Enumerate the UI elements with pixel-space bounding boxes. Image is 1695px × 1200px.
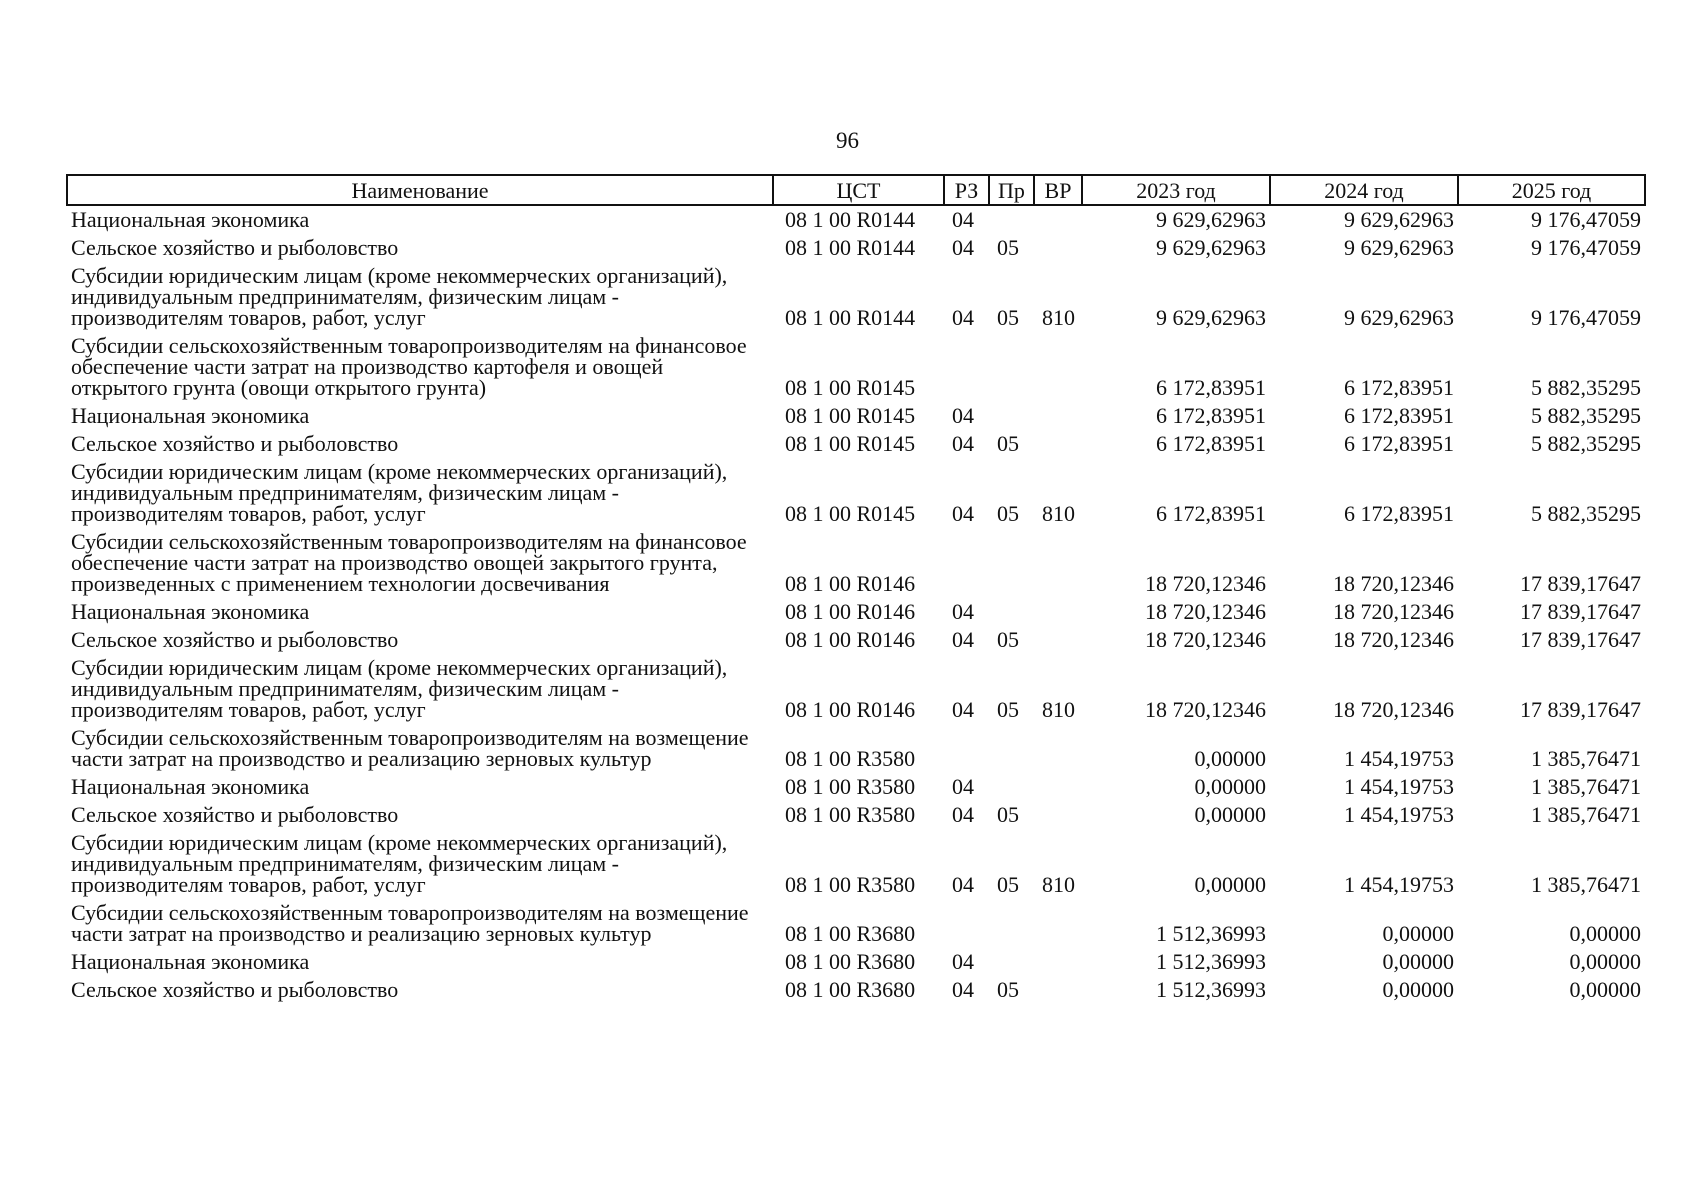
row-value-2023: 0,00000 [1194, 802, 1266, 827]
row-vr [1034, 598, 1082, 626]
row-value-2025: 1 385,76471 [1531, 774, 1641, 799]
row-value-2024: 9 629,62963 [1344, 235, 1454, 260]
row-rz: 04 [952, 627, 974, 652]
row-value-2024: 6 172,83951 [1344, 403, 1454, 428]
table-row [67, 626, 1645, 654]
header-2023: 2023 год [1082, 175, 1270, 205]
row-name: Национальная экономика [71, 774, 310, 799]
row-rz: 04 [952, 802, 974, 827]
row-value-2024: 18 720,12346 [1333, 571, 1454, 596]
row-rz: 04 [952, 207, 974, 232]
row-name: Сельское хозяйство и рыболовство [71, 977, 399, 1002]
row-name: Сельское хозяйство и рыболовство [71, 235, 399, 260]
row-name: Субсидии юридическим лицам (кроме некоммерческих организаций), индивидуальным предпринимателям, физическим лицам - производителям товаров, работ, услуг [71, 459, 728, 526]
row-pr: 05 [997, 627, 1019, 652]
row-pr [989, 205, 1034, 234]
row-pr [989, 724, 1034, 773]
row-value-2024: 18 720,12346 [1333, 627, 1454, 652]
row-rz: 04 [952, 235, 974, 260]
row-value-2025: 1 385,76471 [1531, 746, 1641, 771]
header-2025: 2025 год [1458, 175, 1645, 205]
row-value-2024: 1 454,19753 [1344, 774, 1454, 799]
row-cst: 08 1 00 R0145 [785, 403, 916, 428]
row-rz [944, 899, 989, 948]
row-value-2024: 6 172,83951 [1344, 501, 1454, 526]
row-rz: 04 [952, 774, 974, 799]
row-pr: 05 [997, 697, 1019, 722]
row-rz [944, 332, 989, 402]
row-rz: 04 [952, 501, 974, 526]
row-value-2025: 0,00000 [1569, 977, 1641, 1002]
row-vr [1034, 976, 1082, 1004]
header-name: Наименование [67, 175, 773, 205]
row-name: Субсидии юридическим лицам (кроме некоммерческих организаций), индивидуальным предпринимателям, физическим лицам - производителям товаров, работ, услуг [71, 655, 728, 722]
row-value-2025: 17 839,17647 [1520, 571, 1641, 596]
row-cst: 08 1 00 R0145 [785, 501, 916, 526]
header-2024: 2024 год [1270, 175, 1458, 205]
row-cst: 08 1 00 R0144 [785, 305, 916, 330]
table-row [67, 948, 1645, 976]
row-pr: 05 [997, 872, 1019, 897]
row-value-2023: 0,00000 [1194, 746, 1266, 771]
row-value-2024: 18 720,12346 [1333, 599, 1454, 624]
row-name: Субсидии сельскохозяйственным товаропроизводителям на финансовое обеспечение части затрат на производство картофеля и овощей открытого грунта (овощи открытого грунта) [71, 333, 747, 400]
row-cst: 08 1 00 R3680 [785, 921, 916, 946]
row-name: Сельское хозяйство и рыболовство [71, 627, 399, 652]
table-row [67, 976, 1645, 1004]
row-pr [989, 332, 1034, 402]
row-value-2024: 9 629,62963 [1344, 305, 1454, 330]
row-vr [1034, 528, 1082, 598]
row-name: Национальная экономика [71, 949, 310, 974]
table-row [67, 430, 1645, 458]
row-value-2023: 18 720,12346 [1145, 571, 1266, 596]
row-name: Субсидии сельскохозяйственным товаропроизводителям на возмещение части затрат на производство и реализацию зерновых культур [71, 725, 749, 771]
row-value-2025: 17 839,17647 [1520, 599, 1641, 624]
row-pr [989, 528, 1034, 598]
row-rz [944, 528, 989, 598]
row-vr [1034, 430, 1082, 458]
row-name: Субсидии сельскохозяйственным товаропроизводителям на финансовое обеспечение части затрат на производство овощей закрытого грунта, произведенных с применением технологии досвечивания [71, 529, 747, 596]
row-value-2025: 9 176,47059 [1531, 207, 1641, 232]
header-vr: ВР [1034, 175, 1082, 205]
row-rz: 04 [952, 599, 974, 624]
row-value-2024: 9 629,62963 [1344, 207, 1454, 232]
row-value-2024: 1 454,19753 [1344, 746, 1454, 771]
row-vr [1034, 773, 1082, 801]
row-value-2023: 6 172,83951 [1156, 403, 1266, 428]
row-value-2024: 0,00000 [1382, 977, 1454, 1002]
row-pr [989, 948, 1034, 976]
row-value-2023: 1 512,36993 [1156, 921, 1266, 946]
row-rz: 04 [952, 977, 974, 1002]
table-row [67, 528, 1645, 598]
row-value-2023: 0,00000 [1194, 774, 1266, 799]
row-rz: 04 [952, 403, 974, 428]
row-cst: 08 1 00 R3580 [785, 802, 916, 827]
row-value-2025: 17 839,17647 [1520, 697, 1641, 722]
row-value-2025: 5 882,35295 [1531, 431, 1641, 456]
row-cst: 08 1 00 R3680 [785, 977, 916, 1002]
row-value-2024: 1 454,19753 [1344, 802, 1454, 827]
row-pr [989, 598, 1034, 626]
table-row [67, 654, 1645, 724]
table-row [67, 402, 1645, 430]
row-vr: 810 [1042, 872, 1075, 897]
table-row [67, 598, 1645, 626]
row-value-2023: 6 172,83951 [1156, 375, 1266, 400]
row-value-2023: 18 720,12346 [1145, 627, 1266, 652]
table-row [67, 234, 1645, 262]
row-value-2023: 6 172,83951 [1156, 431, 1266, 456]
header-cst: ЦСТ [773, 175, 944, 205]
row-value-2024: 6 172,83951 [1344, 375, 1454, 400]
table-row [67, 262, 1645, 332]
row-value-2023: 0,00000 [1194, 872, 1266, 897]
row-vr: 810 [1042, 305, 1075, 330]
row-name: Национальная экономика [71, 207, 310, 232]
row-value-2025: 1 385,76471 [1531, 802, 1641, 827]
table-row [67, 773, 1645, 801]
row-cst: 08 1 00 R0144 [785, 235, 916, 260]
row-value-2023: 18 720,12346 [1145, 599, 1266, 624]
row-pr [989, 773, 1034, 801]
row-vr [1034, 402, 1082, 430]
row-vr [1034, 899, 1082, 948]
row-cst: 08 1 00 R3580 [785, 774, 916, 799]
table-row [67, 332, 1645, 402]
row-value-2025: 5 882,35295 [1531, 375, 1641, 400]
row-value-2025: 9 176,47059 [1531, 305, 1641, 330]
row-value-2024: 0,00000 [1382, 949, 1454, 974]
row-vr: 810 [1042, 697, 1075, 722]
row-vr [1034, 801, 1082, 829]
row-vr: 810 [1042, 501, 1075, 526]
row-vr [1034, 948, 1082, 976]
row-pr: 05 [997, 431, 1019, 456]
row-value-2023: 9 629,62963 [1156, 235, 1266, 260]
budget-table [66, 174, 1646, 1004]
row-pr: 05 [997, 305, 1019, 330]
row-cst: 08 1 00 R0145 [785, 431, 916, 456]
row-name: Субсидии юридическим лицам (кроме некоммерческих организаций), индивидуальным предпринимателям, физическим лицам - производителям товаров, работ, услуг [71, 263, 728, 330]
table-body [67, 205, 1645, 1004]
row-value-2025: 5 882,35295 [1531, 403, 1641, 428]
row-pr: 05 [997, 501, 1019, 526]
row-cst: 08 1 00 R0144 [785, 207, 916, 232]
table-header-row [67, 175, 1645, 205]
header-rz: РЗ [944, 175, 989, 205]
table-row [67, 205, 1645, 234]
row-name: Национальная экономика [71, 599, 310, 624]
row-value-2023: 9 629,62963 [1156, 305, 1266, 330]
row-name: Национальная экономика [71, 403, 310, 428]
row-cst: 08 1 00 R0145 [785, 375, 916, 400]
row-value-2024: 1 454,19753 [1344, 872, 1454, 897]
row-value-2023: 18 720,12346 [1145, 697, 1266, 722]
row-name: Сельское хозяйство и рыболовство [71, 802, 399, 827]
row-cst: 08 1 00 R0146 [785, 599, 916, 624]
row-value-2025: 0,00000 [1569, 921, 1641, 946]
row-vr [1034, 626, 1082, 654]
row-cst: 08 1 00 R3680 [785, 949, 916, 974]
row-value-2023: 1 512,36993 [1156, 977, 1266, 1002]
row-rz: 04 [952, 949, 974, 974]
row-value-2023: 1 512,36993 [1156, 949, 1266, 974]
row-rz: 04 [952, 697, 974, 722]
row-pr: 05 [997, 977, 1019, 1002]
row-cst: 08 1 00 R0146 [785, 571, 916, 596]
row-value-2025: 9 176,47059 [1531, 235, 1641, 260]
table-row [67, 458, 1645, 528]
table-row [67, 801, 1645, 829]
row-pr [989, 402, 1034, 430]
row-vr [1034, 724, 1082, 773]
row-vr [1034, 205, 1082, 234]
row-value-2025: 17 839,17647 [1520, 627, 1641, 652]
row-value-2025: 1 385,76471 [1531, 872, 1641, 897]
row-vr [1034, 234, 1082, 262]
page-number: 96 [836, 128, 859, 153]
table-row [67, 724, 1645, 773]
table-row [67, 899, 1645, 948]
row-rz: 04 [952, 431, 974, 456]
row-value-2024: 18 720,12346 [1333, 697, 1454, 722]
row-rz [944, 724, 989, 773]
row-name: Субсидии сельскохозяйственным товаропроизводителям на возмещение части затрат на производство и реализацию зерновых культур [71, 900, 749, 946]
table-row [67, 829, 1645, 899]
row-cst: 08 1 00 R0146 [785, 697, 916, 722]
row-value-2025: 5 882,35295 [1531, 501, 1641, 526]
row-rz: 04 [952, 305, 974, 330]
row-name: Сельское хозяйство и рыболовство [71, 431, 399, 456]
row-pr: 05 [997, 802, 1019, 827]
row-pr [989, 899, 1034, 948]
row-value-2024: 0,00000 [1382, 921, 1454, 946]
row-pr: 05 [997, 235, 1019, 260]
row-value-2023: 6 172,83951 [1156, 501, 1266, 526]
row-name: Субсидии юридическим лицам (кроме некоммерческих организаций), индивидуальным предпринимателям, физическим лицам - производителям товаров, работ, услуг [71, 830, 728, 897]
row-value-2023: 9 629,62963 [1156, 207, 1266, 232]
row-cst: 08 1 00 R3580 [785, 746, 916, 771]
row-value-2024: 6 172,83951 [1344, 431, 1454, 456]
row-value-2025: 0,00000 [1569, 949, 1641, 974]
header-pr: Пр [989, 175, 1034, 205]
row-rz: 04 [952, 872, 974, 897]
row-cst: 08 1 00 R3580 [785, 872, 916, 897]
row-cst: 08 1 00 R0146 [785, 627, 916, 652]
row-vr [1034, 332, 1082, 402]
